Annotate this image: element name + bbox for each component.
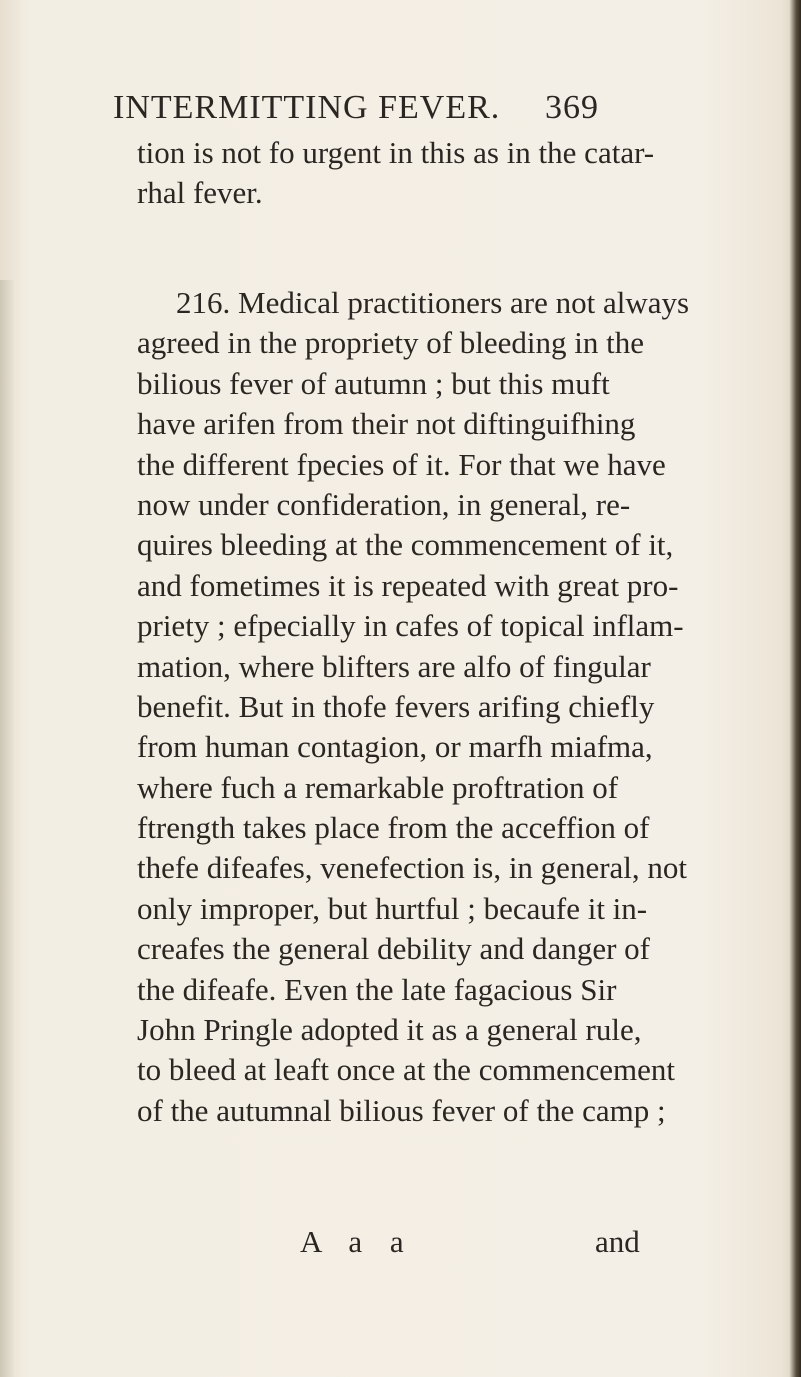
- text-line: the different fpecies of it. For that we have: [137, 446, 666, 482]
- text-line: now under confideration, in general, re-: [137, 486, 631, 522]
- paragraph-216: [137, 283, 737, 1131]
- catchword: and: [595, 1224, 640, 1259]
- text-line: have arifen from their not diftinguifhing: [137, 406, 636, 442]
- text-line: thefe difeafes, venefection is, in general, not: [137, 850, 688, 886]
- text-line: 216. Medical practitioners are not always: [176, 285, 690, 320]
- text-line: priety ; efpecially in cafes of topical inflam-: [137, 608, 684, 644]
- page-edge: [789, 0, 801, 1377]
- text-line: tion is not fo urgent in this as in the catar-: [137, 135, 655, 170]
- text-line: and fometimes it is repeated with great pro-: [137, 567, 679, 603]
- text-line: where fuch a remarkable proftration of: [137, 769, 619, 805]
- text-line: of the autumnal bilious fever of the camp ;: [137, 1092, 666, 1128]
- page-footer: [0, 1222, 801, 1262]
- text-line: bilious fever of autumn ; but this muft: [137, 365, 610, 401]
- text-line: creafes the general debility and danger of: [137, 931, 650, 967]
- text-line: mation, where blifters are alfo of fingular: [137, 648, 651, 684]
- continuation-text: [137, 133, 737, 214]
- text-line: ftrength takes place from the acceffion of: [137, 810, 650, 846]
- signature-mark: A a a: [300, 1224, 414, 1259]
- text-line: the difeafe. Even the late fagacious Sir: [137, 971, 617, 1007]
- text-line: quires bleeding at the commencement of it,: [137, 527, 674, 563]
- text-line: only improper, but hurtful ; becaufe it in-: [137, 890, 648, 926]
- text-line: to bleed at leaft once at the commencement: [137, 1052, 675, 1088]
- text-line: agreed in the propriety of bleeding in the: [137, 325, 645, 361]
- text-line: from human contagion, or marfh miafma,: [137, 729, 653, 765]
- running-title: INTERMITTING FEVER.: [113, 89, 501, 126]
- page-number: 369: [545, 89, 599, 126]
- text-line: rhal fever.: [137, 175, 263, 211]
- running-header: [113, 86, 713, 130]
- text-line: John Pringle adopted it as a general rule,: [137, 1012, 642, 1048]
- page-gutter-shadow: [0, 280, 14, 1377]
- text-line: benefit. But in thofe fevers arifing chiefly: [137, 688, 655, 724]
